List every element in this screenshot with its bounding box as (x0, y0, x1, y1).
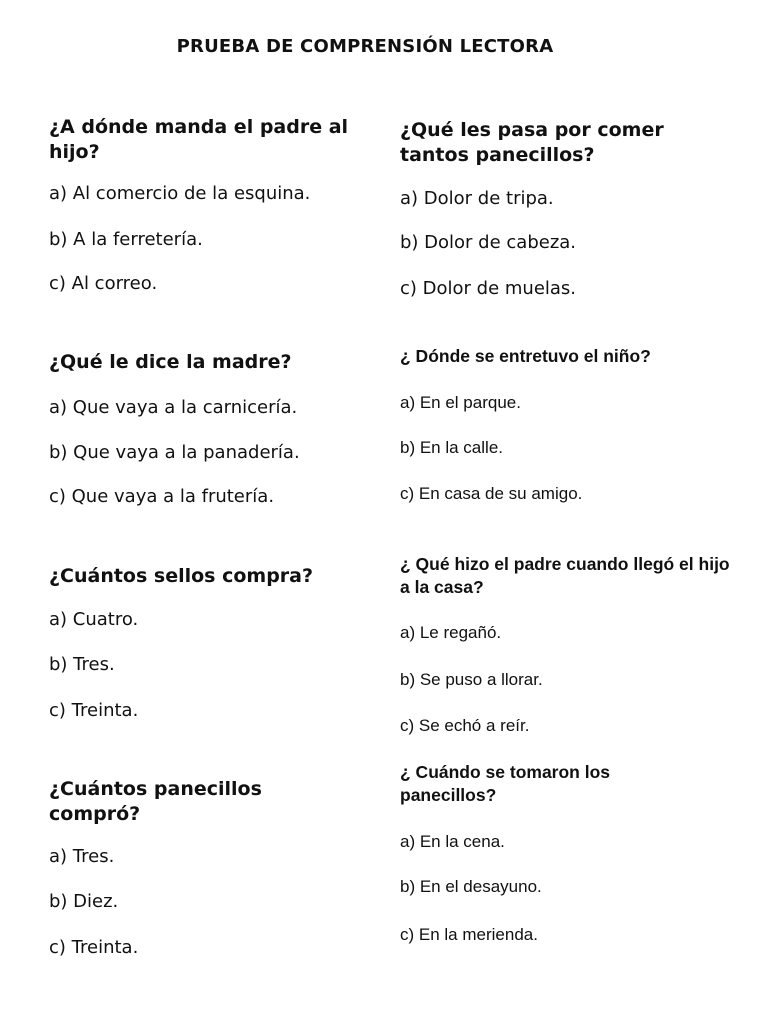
option-a: a) Cuatro. (49, 609, 139, 630)
option-c: c) En la merienda. (400, 925, 538, 944)
option-a: a) Al comercio de la esquina. (49, 183, 311, 204)
option-a: a) En el parque. (400, 393, 521, 412)
option-b: b) Se puso a llorar. (400, 670, 543, 689)
question-3 (49, 564, 379, 721)
question-text: ¿Cuántos panecillos compró? (49, 778, 262, 825)
option-c: c) Que vaya a la frutería. (49, 486, 275, 507)
question-4 (49, 777, 309, 958)
option-b: b) A la ferretería. (49, 229, 203, 250)
option-b: b) Diez. (49, 891, 119, 912)
question-5 (400, 118, 700, 299)
question-6 (400, 345, 730, 503)
option-c: c) Dolor de muelas. (400, 278, 577, 299)
option-b: b) En la calle. (400, 438, 503, 457)
option-a: a) Le regañó. (400, 623, 502, 642)
option-c: c) En casa de su amigo. (400, 484, 583, 503)
option-a: a) Dolor de tripa. (400, 188, 554, 209)
option-b: b) Tres. (49, 654, 115, 675)
option-a: a) Tres. (49, 846, 115, 867)
question-text: ¿ Cuándo se tomaron los panecillos? (400, 762, 611, 805)
option-b: b) Que vaya a la panadería. (49, 442, 300, 463)
option-c: c) Treinta. (49, 700, 139, 721)
option-b: b) Dolor de cabeza. (400, 232, 577, 253)
question-text: ¿Qué le dice la madre? (49, 351, 292, 373)
question-text: ¿ Qué hizo el padre cuando llegó el hijo a la casa? (400, 554, 730, 597)
option-b: b) En el desayuno. (400, 877, 542, 896)
question-7 (400, 553, 740, 735)
question-8 (400, 761, 660, 944)
question-2 (49, 350, 379, 507)
question-1 (49, 115, 359, 294)
option-a: a) En la cena. (400, 832, 505, 851)
question-text: ¿A dónde manda el padre al hijo? (49, 116, 349, 163)
option-c: c) Al correo. (49, 273, 158, 294)
option-a: a) Que vaya a la carnicería. (49, 397, 298, 418)
question-text: ¿ Dónde se entretuvo el niño? (400, 346, 651, 366)
option-c: c) Se echó a reír. (400, 716, 530, 735)
page-title: PRUEBA DE COMPRENSIÓN LECTORA (176, 36, 554, 57)
question-text: ¿Cuántos sellos compra? (49, 565, 314, 587)
option-c: c) Treinta. (49, 937, 139, 958)
question-text: ¿Qué les pasa por comer tantos panecillos? (400, 119, 664, 166)
